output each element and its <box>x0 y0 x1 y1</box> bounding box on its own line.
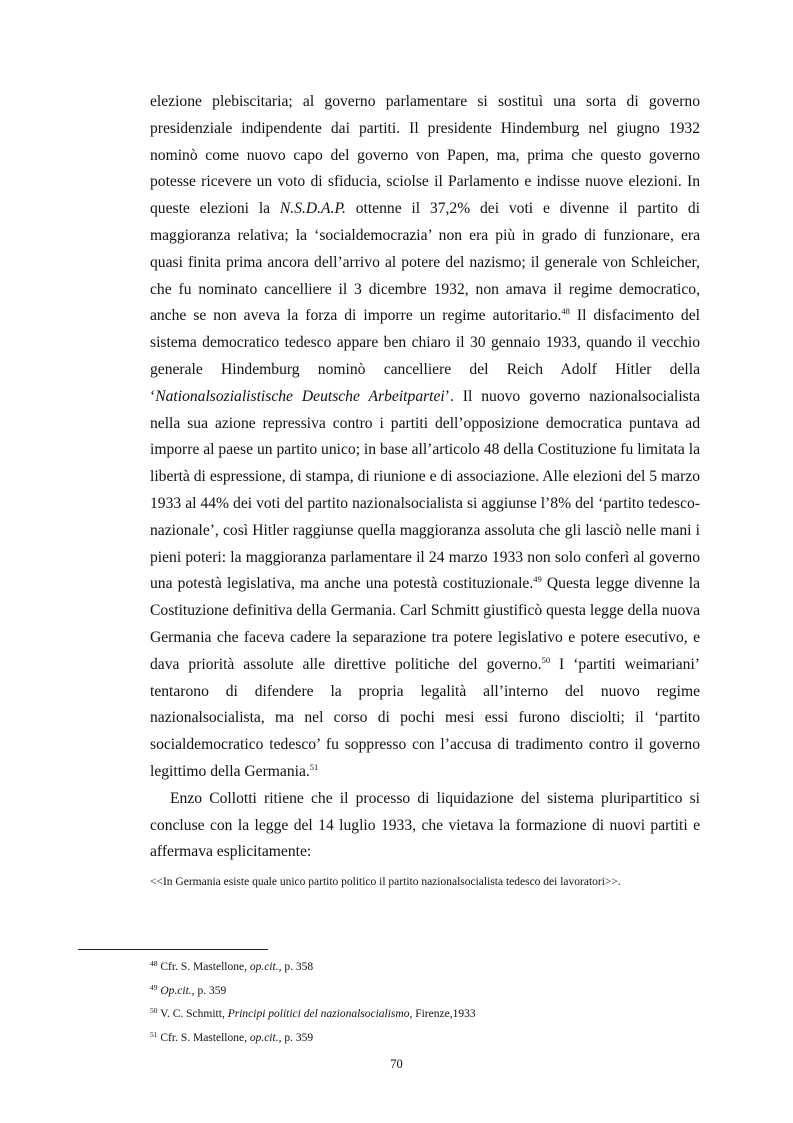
footnote-48: $^{48}$ Cfr. S. Mastellone, op.cit., p. 358 <box>150 959 314 973</box>
text-segment: I ‘partiti weimariani’ tentarono di difendere la propria legalità all’interno del nuovo regime nazionalsocialista, ma nel corso di pochi mesi essi furono disciolti; il ‘partito socialdemocratico tedesco’ fu soppresso con l’accusa di tradimento contro il governo legittimo della Germania. <box>150 655 700 780</box>
text-segment: ottenne il 37,2% dei voti e divenne il partito di maggioranza relativa; la ‘socialdemocrazia’ non era più in grado di funzionare, era quasi finita prima ancora dell’arrivo al potere del nazismo; il generale von Schleicher, che fu nominato cancelliere il 3 dicembre 1932, non amava il regime democratico, anche se non aveva la forza di imporre un regime autoritario. <box>150 200 700 325</box>
page-number: 70 <box>390 1057 403 1071</box>
paragraph-1 <box>150 89 700 786</box>
text-segment: elezione plebiscitaria; al governo parlamentare si sostituì una sorta di governo presidenziale indipendente dai partiti. Il presidente Hindemburg nel giugno 1932 nominò come nuovo capo del governo von Papen, ma, prima che questo governo potesse ricevere un voto di sfiducia, sciolse il Parlamento e indisse nuove elezioni. In queste elezioni la <box>150 93 700 218</box>
text-segment: Il disfacimento del sistema democratico tedesco appare ben chiaro il 30 gennaio 1933, quando il vecchio generale Hindemburg nominò cancelliere del Reich Adolf Hitler della ‘ <box>150 307 700 405</box>
footnote-ref-49: 49 <box>533 574 542 585</box>
text-segment: Questa legge divenne la Costituzione definitiva della Germania. Carl Schmitt giustificò questa legge della nuova Germania che faceva cadere la separazione tra potere legislativo e potere esecutivo, e dava priorità assolute alle direttive politiche del governo. <box>150 575 700 673</box>
paragraph-2: Enzo Collotti ritiene che il processo di liquidazione del sistema pluripartitico si concluse con la legge del 14 luglio 1933, che vietava la formazione di nuovi partiti e affermava esplicitamente: <box>150 789 700 861</box>
footnote-50: $^{50}$ V. C. Schmitt, Principi politici del nazionalsocialismo, Firenze,1933 <box>150 1006 476 1020</box>
footnote-ref-48: 48 <box>561 306 570 317</box>
text-segment: ’. Il nuovo governo nazionalsocialista nella sua azione repressiva contro i partiti dell’opposizione democratica puntava ad imporre al paese un partito unico; in base all’articolo 48 della Costituzione fu limitata la libertà di espressione, di stampa, di riunione e di associazione. Alle elezioni del 5 marzo 1933 al 44% dei voti del partito nazionalsocialista si aggiunse l’8% del ‘partito tedesco-nazionale’, così Hitler raggiunse quella maggioranza assoluta che gli lasciò nelle mani i pieni poteri: la maggioranza parlamentare il 24 marzo 1933 non solo conferì al governo una potestà legislativa, ma anche una potestà costituzionale. <box>150 387 700 593</box>
party-acronym: N.S.D.A.P. <box>279 200 346 218</box>
footnote-divider <box>78 949 268 950</box>
footnote-51: $^{51}$ Cfr. S. Mastellone, op.cit., p. 359 <box>150 1029 314 1044</box>
footnote-ref-50: 50 <box>541 654 551 665</box>
main-text <box>150 89 700 866</box>
footnotes <box>150 956 710 1050</box>
footnote-ref-51: 51 <box>309 761 319 772</box>
party-full-name: Nationalsozialistische Deutsche Arbeitpartei <box>155 387 445 405</box>
block-quote: <<In Germania esiste quale unico partito politico il partito nazionalsocialista tedesco dei lavoratori>>. <box>150 876 621 888</box>
footnote-49: $^{49}$ Op.cit., p. 359 <box>150 982 227 997</box>
